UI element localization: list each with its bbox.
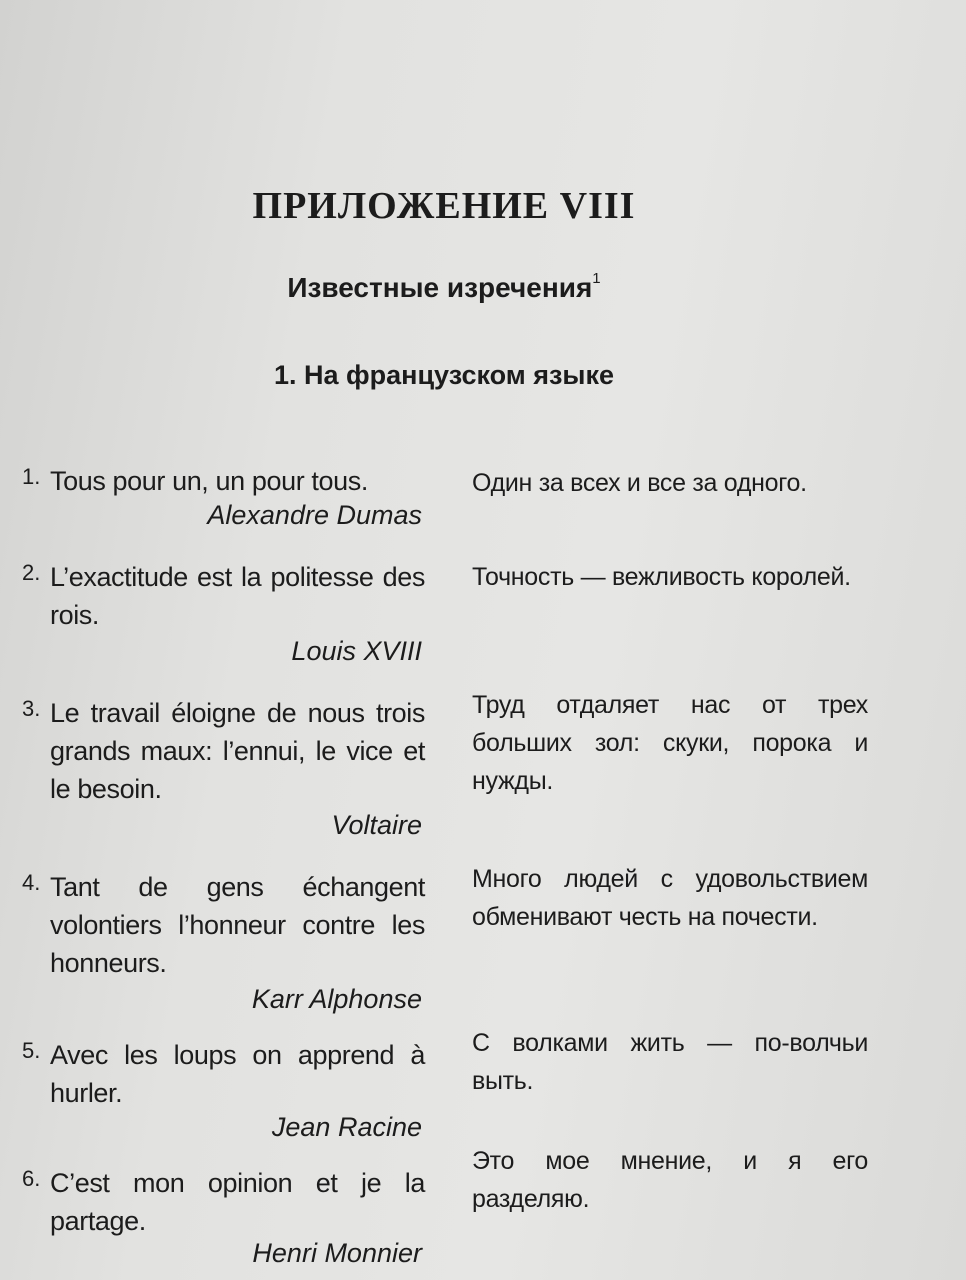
quote-author: Jean Racine: [271, 1112, 422, 1142]
quote-number: 4.: [22, 870, 41, 895]
quote-number: 5.: [22, 1038, 41, 1063]
french-quote: L’exactitude est la politesse des rois.: [50, 562, 425, 630]
appendix-title: ПРИЛОЖЕНИЕ VIII: [252, 185, 636, 227]
quote-author: Louis XVIII: [291, 636, 422, 666]
russian-translation: Точность — вежливость королей.: [472, 563, 851, 591]
french-quote: Tant de gens échangent volontiers l’honneur contre les honneurs.: [50, 872, 425, 978]
section-title: [0, 269, 888, 304]
quote-author: Henri Monnier: [252, 1238, 422, 1268]
quote-number: 3.: [22, 696, 41, 721]
french-quote: Le travail éloigne de nous trois grands maux: l’ennui, le vice et le besoin.: [50, 698, 425, 804]
french-quote: Avec les loups on apprend à hurler.: [50, 1040, 425, 1108]
french-quote: Tous pour un, un pour tous.: [50, 466, 368, 496]
section-title-text: Известные изречения: [287, 272, 593, 303]
bleed-through-text: [420, 40, 728, 120]
quote-author: Voltaire: [331, 810, 422, 840]
russian-translation: Труд отдаляет нас от трех больших зол: скуки, порока и нужды.: [472, 691, 868, 795]
quote-author: Karr Alphonse: [251, 984, 422, 1014]
footnote-marker: 1: [592, 269, 601, 287]
quote-number: 2.: [22, 560, 41, 585]
russian-translation: Много людей с удовольствием обменивают честь на почести.: [472, 865, 868, 931]
subsection-title: 1. На французском языке: [273, 360, 615, 390]
quote-number: 1.: [22, 464, 41, 489]
french-quote: C’est mon opinion et je la partage.: [50, 1168, 425, 1236]
russian-translation: С волками жить — по-волчьи выть.: [472, 1029, 868, 1095]
russian-translation: Один за всех и все за одного.: [472, 469, 807, 497]
quote-number: 6.: [22, 1166, 41, 1191]
quote-author: Alexandre Dumas: [207, 500, 422, 530]
russian-translation: Это мое мнение, и я его разделяю.: [472, 1147, 868, 1213]
